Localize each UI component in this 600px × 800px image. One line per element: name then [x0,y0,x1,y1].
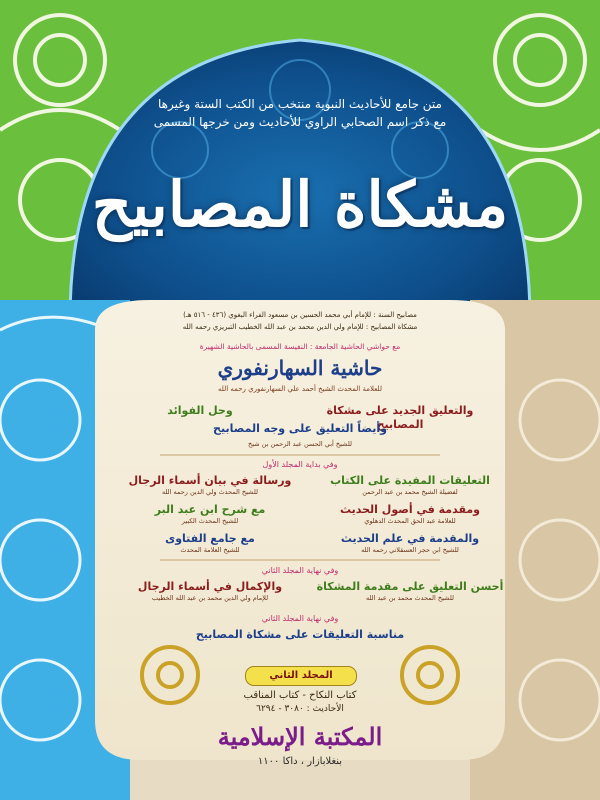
section-3-label: وفي نهاية المجلد الثاني [261,614,339,623]
author-line-1: مصابيح السنة : للإمام أبي محمد الحسين بن مسعود الفراء البغوي (٤٣٦ - ٥١٦ هـ) [183,311,417,319]
entry-left-3-title: مع جامع الفتاوى [165,532,255,545]
mid-center-title: وأيضاً التعليق على وجه المصابيح [213,422,387,435]
volume-badge: المجلد الثاني [245,666,357,686]
hashiya-title: حاشية السهارنفوري [217,356,383,380]
entry-right-3-sub: للشيخ ابن حجر العسقلاني رحمه الله [361,546,459,554]
entry-right-2-sub: للعلامة عبد الحق المحدث الدهلوي [364,517,456,525]
section-1-label: وفي بداية المجلد الأول [262,460,338,469]
entry-left-2-sub: للشيخ المحدث الكبير [181,517,239,525]
entry-left-2-title: مع شرح ابن عبد البر [154,503,266,516]
contents-line-2: الأحاديث : ٣٠٨٠ - ٦٢٩٤ [256,704,344,714]
entry-left-1-title: ورسالة في بيان أسماء الرجال [128,474,292,487]
mid-left-title: وحل الفوائد [167,404,233,417]
section-2-label: وفي نهاية المجلد الثاني [261,566,339,575]
entry-right-1-title: التعليقات المفيدة على الكتاب [330,474,490,487]
hashiya-by: للعلامة المحدث الشيخ أحمد علي السهارنفوري رحمه الله [218,385,382,393]
entry-bottom-right-title: أحسن التعليق على مقدمة المشكاة [316,580,504,593]
entries-left-column [110,474,310,555]
header-line-1: متن جامع للأحاديث النبوية منتخب من الكتب الستة وغيرها [158,97,442,111]
publisher-name: المكتبة الإسلامية [217,722,383,751]
entry-bottom-right-sub: للشيخ المحدث محمد بن عبد الله [366,594,454,602]
entries-right-column [310,474,510,555]
final-title: مناسبة التعليقات على مشكاة المصابيح [195,628,405,641]
entry-right-3-title: والمقدمة في علم الحديث [340,532,480,545]
book-title: مشكاة المصابيح [91,168,509,241]
mid-right-title: والتعليق الجديد على مشكاة المصابيح [326,404,474,431]
author-line-2: مشكاة المصابيح : للإمام ولي الدين محمد بن عبد الله الخطيب التبريزي رحمه الله [182,323,418,331]
entry-left-1-sub: للشيخ المحدث ولي الدين رحمه الله [161,488,258,496]
entries-bottom-right [310,580,510,603]
entries-bottom-left [110,580,310,603]
entry-left-3-sub: للشيخ العلامة المحدث [180,546,240,554]
mid-center-sub: للشيخ أبي الحسن عبد الرحمن بن شيخ [248,440,352,448]
publisher-address: بنغلابازار ، داكا ١١٠٠ [257,756,343,767]
hashiya-intro: مع حواشي الحاشية الجامعة : النفيسة المسمى بالحاشية الشهيرة [199,342,401,351]
entry-right-1-sub: لفضيلة الشيخ محمد بن عبد الرحمن [362,488,458,496]
entry-bottom-left-sub: للإمام ولي الدين محمد بن عبد الله الخطيب [151,594,269,602]
entry-bottom-left-title: والإكمال في أسماء الرجال [137,580,283,593]
contents-line-1: كتاب النكاح - كتاب المناقب [243,690,357,701]
entry-right-2-title: ومقدمة في أصول الحديث [339,503,481,516]
header-line-2: مع ذكر اسم الصحابي الراوي للأحاديث ومن خرجها المسمى [153,115,447,129]
